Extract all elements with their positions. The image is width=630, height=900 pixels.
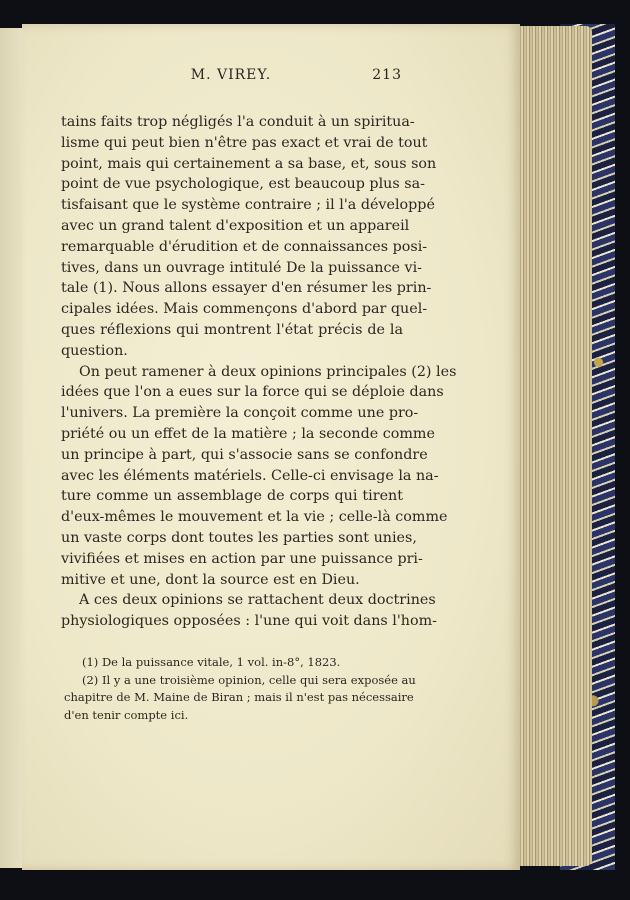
text-line: remarquable d'érudition et de connaissances posi- [61,238,428,255]
running-head [60,67,402,87]
text-line: lisme qui peut bien n'être pas exact et vrai de tout [61,134,428,151]
text-line: On peut ramener à deux opinions principales (2) les [79,363,457,380]
footnote-line: chapitre de M. Maine de Biran ; mais il n'est pas nécessaire [64,690,414,704]
text-line: point de vue psychologique, est beaucoup plus sa- [61,176,425,193]
text-line: avec un grand talent d'exposition et un appareil [61,217,410,234]
footnote-line: d'en tenir compte ici. [64,707,189,722]
text-line: ture comme un assemblage de corps qui tirent [61,488,403,505]
text-line: mitive et une, dont la source est en Dieu. [61,571,360,588]
text-line: point, mais qui certainement a sa base, et, sous son [61,155,437,172]
page-number: 213 [372,67,402,83]
text-line: idées que l'on a eues sur la force qui se déploie dans [61,384,444,401]
text-line: A ces deux opinions se rattachent deux doctrines [79,592,436,609]
text-line: d'eux-mêmes le mouvement et la vie ; celle-là comme [61,509,448,526]
page-edges [512,26,592,866]
text-line: vivifiées et mises en action par une puissance pri- [61,550,423,567]
text-line: tisfaisant que le système contraire ; il l'a développé [61,197,435,214]
text-line: priété ou un effet de la matière ; la seconde comme [61,425,435,442]
text-line: question. [61,342,128,359]
text-line: un vaste corps dont toutes les parties sont unies, [61,529,417,546]
footnote-line: (2) Il y a une troisième opinion, celle qui sera exposée au [82,672,416,687]
text-line: l'univers. La première la conçoit comme une pro- [61,405,419,422]
footnote-line: (1) De la puissance vitale, 1 vol. in-8°, 1823. [82,655,341,669]
text-line: cipales idées. Mais commençons d'abord par quel- [61,301,428,318]
body-text [61,112,457,632]
text-line: physiologiques opposées : l'une qui voit dans l'hom- [61,613,437,630]
text-line: ques réflexions qui montrent l'état précis de la [61,321,403,338]
text-line: avec les éléments matériels. Celle-ci envisage la na- [61,467,439,484]
running-head-title: M. VIREY. [190,67,272,83]
footnotes [64,654,416,724]
text-line: tains faits trop négligés l'a conduit à un spiritua- [61,114,415,130]
text-line: tives, dans un ouvrage intitulé De la puissance vi- [61,259,422,276]
text-line: un principe à part, qui s'associe sans se confondre [61,446,428,463]
text-line: tale (1). Nous allons essayer d'en résumer les prin- [61,280,432,297]
